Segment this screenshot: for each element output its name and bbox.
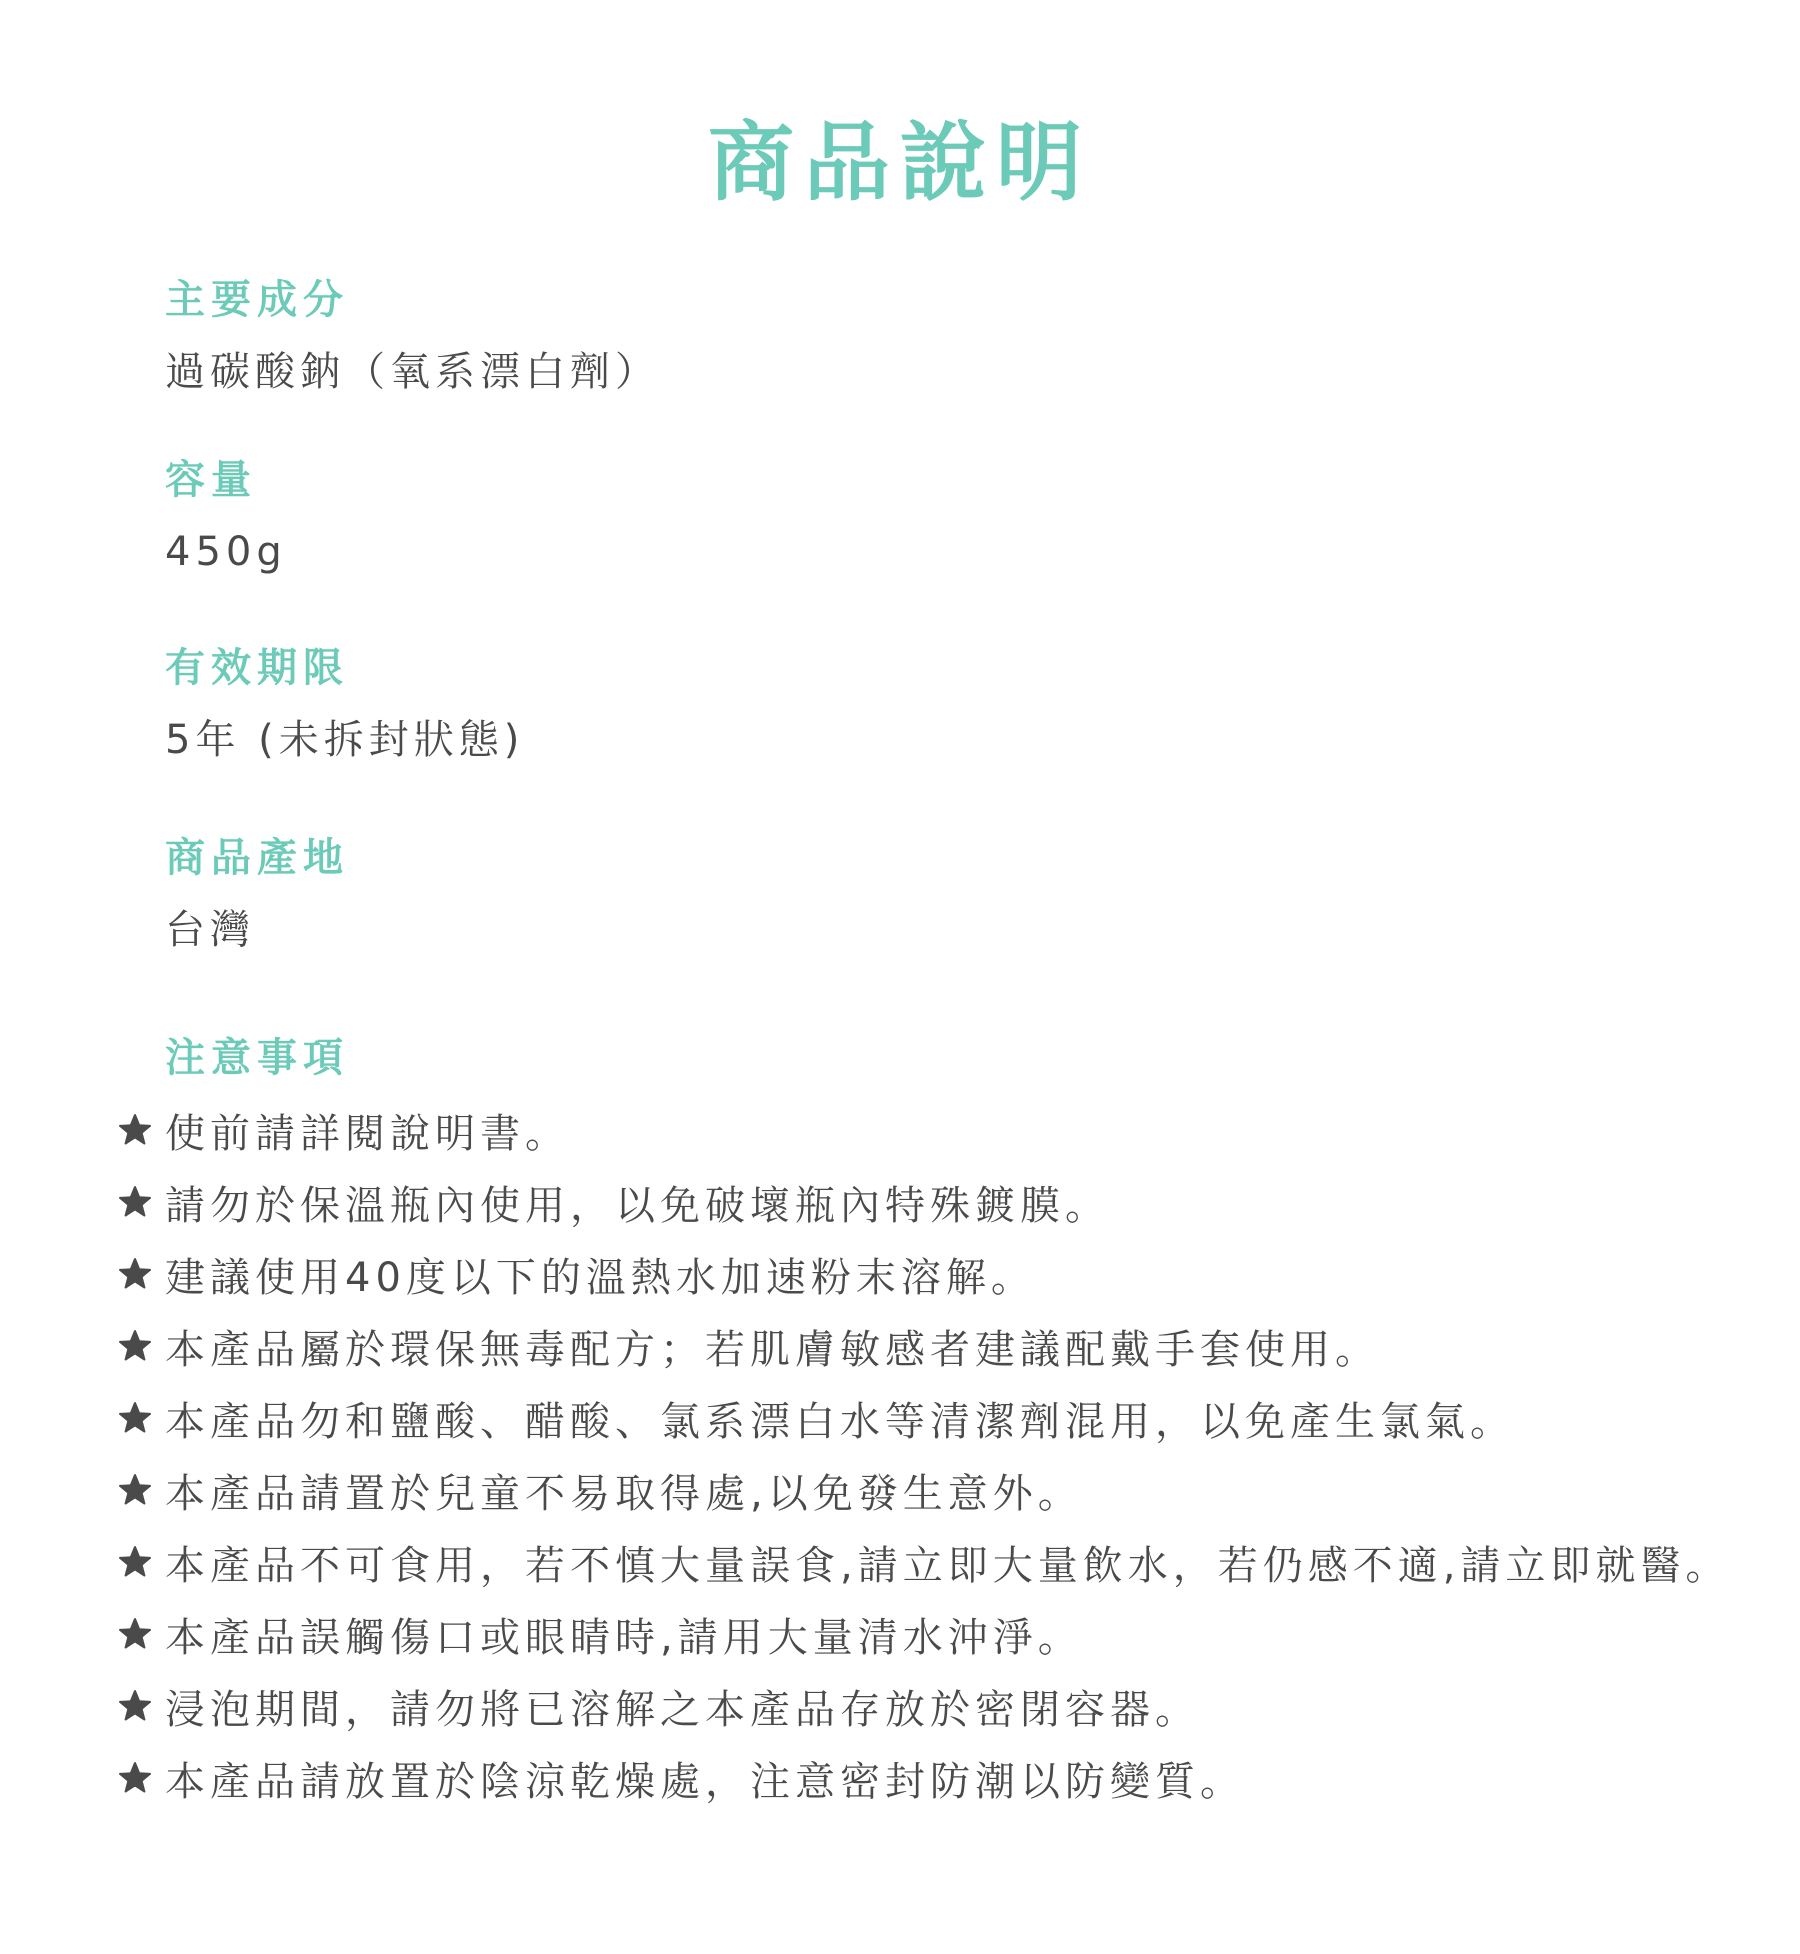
note-text: 本產品屬於環保無毒配方；若肌膚敏感者建議配戴手套使用。 xyxy=(165,1326,1380,1373)
list-item xyxy=(118,1094,1730,1166)
list-item xyxy=(118,1526,1730,1598)
star-icon xyxy=(118,1473,152,1507)
section-ingredients xyxy=(165,272,660,400)
list-item xyxy=(118,1238,1730,1310)
notes-list xyxy=(118,1094,1730,1814)
star-icon xyxy=(118,1401,152,1435)
note-text: 本產品請放置於陰涼乾燥處，注意密封防潮以防變質。 xyxy=(165,1758,1245,1805)
section-value-origin: 台灣 xyxy=(165,907,255,953)
note-text: 本產品請置於兒童不易取得處,以免發生意外。 xyxy=(165,1470,1083,1517)
list-item xyxy=(118,1310,1730,1382)
star-icon xyxy=(118,1761,152,1795)
star-icon xyxy=(118,1257,152,1291)
star-icon xyxy=(118,1617,152,1651)
list-item xyxy=(118,1454,1730,1526)
section-origin xyxy=(165,830,349,958)
section-heading-notes: 注意事項 xyxy=(165,1035,349,1081)
star-icon xyxy=(118,1329,152,1363)
list-item xyxy=(118,1382,1730,1454)
note-text: 浸泡期間，請勿將已溶解之本產品存放於密閉容器。 xyxy=(165,1686,1200,1733)
list-item xyxy=(118,1670,1730,1742)
list-item xyxy=(118,1166,1730,1238)
list-item xyxy=(118,1742,1730,1814)
note-text: 本產品誤觸傷口或眼睛時,請用大量清水沖淨。 xyxy=(165,1614,1083,1661)
note-text: 本產品勿和鹽酸、醋酸、氯系漂白水等清潔劑混用，以免產生氯氣。 xyxy=(165,1398,1515,1445)
section-value-ingredients: 過碳酸鈉（氧系漂白劑） xyxy=(165,349,660,395)
section-heading-origin: 商品產地 xyxy=(165,835,349,881)
note-text: 請勿於保溫瓶內使用，以免破壞瓶內特殊鍍膜。 xyxy=(165,1182,1110,1229)
section-value-capacity: 450g xyxy=(165,529,287,575)
section-capacity xyxy=(165,452,287,580)
note-text: 建議使用40度以下的溫熱水加速粉末溶解。 xyxy=(165,1254,1036,1301)
section-heading-capacity: 容量 xyxy=(165,457,257,503)
section-expiry xyxy=(165,640,524,768)
note-text: 本產品不可食用，若不慎大量誤食,請立即大量飲水，若仍感不適,請立即就醫。 xyxy=(165,1542,1731,1589)
star-icon xyxy=(118,1689,152,1723)
star-icon xyxy=(118,1113,152,1147)
section-notes xyxy=(165,1030,349,1086)
section-value-expiry: 5年 (未拆封狀態) xyxy=(165,717,525,763)
star-icon xyxy=(118,1185,152,1219)
section-heading-ingredients: 主要成分 xyxy=(165,277,349,323)
list-item xyxy=(118,1598,1730,1670)
section-heading-expiry: 有效期限 xyxy=(165,645,349,691)
note-text: 使前請詳閱說明書。 xyxy=(165,1110,570,1157)
star-icon xyxy=(118,1545,152,1579)
page-title: 商品說明 xyxy=(708,113,1092,213)
